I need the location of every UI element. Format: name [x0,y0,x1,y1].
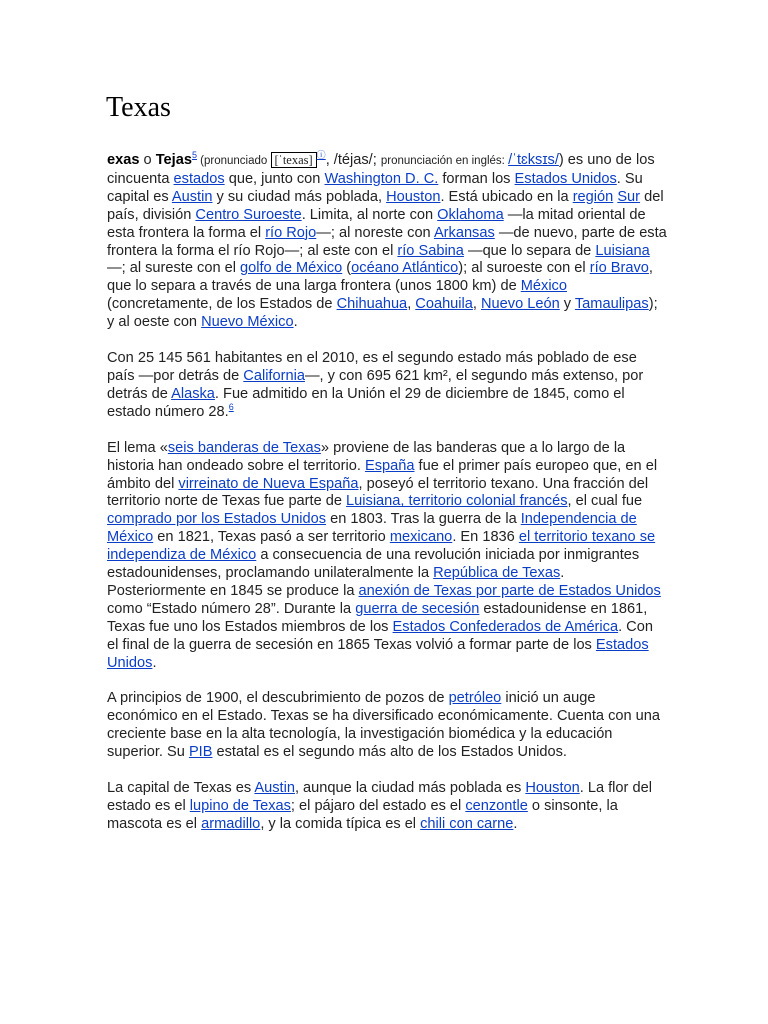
wiki-link[interactable]: virreinato de Nueva España [178,475,359,492]
reference-link[interactable]: 5 [191,150,197,161]
text-run: A principios de 1900, el descubrimiento de pozos de [107,690,449,707]
text-run: , /téjas/; [325,152,381,168]
wiki-link[interactable]: California [243,367,305,384]
wiki-link[interactable]: el territorio texano se independiza de México [107,529,656,564]
wiki-link[interactable]: Luisiana [595,242,650,259]
text-run: forman los [438,170,515,187]
text-run: estatal es el segundo más alto de los Estados Unidos. [212,744,567,761]
text-run: , el cual fue [567,493,643,510]
text-run: ) es uno de los cincuenta [107,152,655,187]
reference-superscript [229,402,234,412]
text-run: fue el primer país europeo que, en el ámbito del [107,457,658,492]
wiki-link[interactable]: República de Texas [433,565,561,582]
reference-link[interactable]: ⓘ [316,150,326,161]
text-run: —, y con 695 621 km², el segundo más extenso, por detrás de [107,367,644,402]
wiki-link[interactable]: Houston [525,780,580,797]
text-run: ( [342,260,352,277]
wiki-link[interactable]: Alaska [171,385,215,402]
wiki-link[interactable]: Nuevo León [481,296,560,313]
text-run: ; el pájaro del estado es el [290,798,466,814]
bold-term: exas [107,152,140,168]
text-run: . [293,314,298,331]
paragraph-economy [107,690,667,762]
wiki-link[interactable]: Luisiana, territorio colonial francés [346,493,568,510]
wiki-link[interactable]: Nuevo México [201,314,294,331]
text-run: ); y al oeste con [107,296,658,331]
wiki-link[interactable]: España [364,457,415,474]
wiki-link[interactable]: región [572,188,614,205]
wiki-link[interactable]: armadillo [201,815,261,832]
wiki-link[interactable]: río Rojo [265,224,317,241]
reference-superscript [317,150,326,160]
text-run: El lema « [107,439,168,456]
wiki-link[interactable]: estados [173,170,225,187]
wiki-link[interactable]: golfo de México [240,260,343,277]
text-run: —; al noreste con [316,224,434,241]
wiki-link[interactable]: Austin [254,780,295,797]
text-run: . [513,815,518,832]
text-run: , [407,296,416,313]
wiki-link[interactable]: Independencia de México [107,511,637,546]
wiki-link[interactable]: lupino de Texas [189,798,291,814]
text-run: . La flor del estado es el [107,780,652,814]
text-run: . Con el final de la guerra de secesión en 1865 Texas volvió a formar parte de los [107,618,653,653]
wiki-link[interactable]: guerra de secesión [355,600,480,617]
text-run: , [472,296,482,313]
text-run: . Posteriormente en 1845 se produce la [107,565,565,599]
wiki-link[interactable]: seis banderas de Texas [167,439,321,456]
text-run: (pronunciado [196,155,271,167]
text-run: como “Estado número 28”. Durante la [107,600,356,617]
text-run: estadounidense en 1861, Texas fue uno los Estados miembros de los [107,600,648,635]
text-run: , poseyó el territorio texano. Una fracción del territorio norte de Texas fue parte de [107,475,649,510]
wiki-link[interactable]: Estados Unidos [514,170,617,187]
text-run: y [559,296,575,313]
article-title: Texas [106,92,171,123]
wiki-link[interactable]: océano Atlántico [351,260,459,277]
text-run: . Fue admitido en la Unión el 29 de diciembre de 1845, como el estado número 28. [107,385,625,420]
wiki-link[interactable]: Estados Unidos [107,636,649,671]
text-run: » proviene de las banderas que a lo largo de la historia han ondeado sobre el territorio. [107,439,626,474]
wiki-link[interactable]: /ˈtɛksɪs/ [508,152,559,168]
text-run: a consecuencia de una revolución iniciada por inmigrantes estadounidenses, proclamando unilateralmente la [107,547,640,582]
wiki-link[interactable]: río Sabina [397,242,464,259]
text-run: ); al suroeste con el [458,260,590,277]
ipa-pronunciation: [ˈtexas] [271,152,317,168]
paragraph-intro [107,152,667,332]
text-run: . Limita, al norte con [301,206,438,223]
text-run: —de nuevo, parte de esta frontera la forma el río Rojo—; al este con el [107,224,667,259]
text-run: del país, división [107,188,664,223]
wiki-link[interactable]: Coahuila [415,296,473,313]
text-run: en 1821, Texas pasó a ser territorio [153,529,390,546]
wiki-link[interactable]: Sur [617,188,641,205]
text-run: o sinsonte, la mascota es el [107,798,618,832]
wiki-link[interactable]: comprado por los Estados Unidos [107,511,327,528]
wiki-link[interactable]: Chihuahua [336,296,408,313]
text-run: o [139,152,156,168]
text-run: inició un auge económico en el Estado. Texas se ha diversificado económicamente. Cuenta con una creciente base en la alta tecnología, la investigación biomédica y la educación superior. Su [107,690,661,761]
paragraph-population [107,350,667,422]
text-run: . En 1836 [452,529,519,546]
wiki-link[interactable]: Centro Suroeste [195,206,302,223]
wiki-link[interactable]: PIB [188,744,213,761]
wiki-link[interactable]: Oklahoma [437,206,504,223]
text-run: Con 25 145 561 habitantes en el 2010, es el segundo estado más poblado de ese país —por detrás de [107,350,637,384]
text-run: y su ciudad más poblada, [212,188,387,205]
wiki-link[interactable]: anexión de Texas por parte de Estados Unidos [358,582,661,599]
text-run: —que lo separa de [463,242,596,259]
paragraph-symbols [107,780,667,834]
text-run: que, junto con [224,170,325,187]
text-run: (concretamente, de los Estados de [107,296,337,313]
wiki-link[interactable]: Estados Confederados de América [392,618,619,635]
text-run: pronunciación en inglés: [380,155,509,167]
wiki-link[interactable]: cenzontle [465,798,528,814]
wiki-link[interactable]: México [520,278,567,295]
wiki-link[interactable]: chili con carne [420,815,514,832]
wiki-link[interactable]: petróleo [448,690,502,707]
text-run: en 1803. Tras la guerra de la [326,511,521,528]
wiki-link[interactable]: Austin [171,188,213,205]
wiki-link[interactable]: Tamaulipas [574,296,649,313]
wiki-link[interactable]: Arkansas [433,224,495,241]
text-run: . Su capital es [107,170,643,205]
wiki-link[interactable]: río Bravo [589,260,649,277]
article-body [107,152,667,852]
wiki-link[interactable]: Houston [386,188,441,205]
text-run: , y la comida típica es el [260,815,421,832]
text-run: . [152,654,157,671]
text-run: , que lo separa a través de una larga frontera (unos 1800 km) de [107,260,653,295]
text-run: , aunque la ciudad más poblada es [294,780,526,797]
wiki-link[interactable]: Washington D. C. [324,170,439,187]
text-run: —la mitad oriental de esta frontera la forma el [107,206,646,241]
bold-term: Tejas [155,152,192,168]
reference-link[interactable]: 6 [228,401,234,412]
text-run: —; al sureste con el [107,260,241,277]
text-run: . Está ubicado en la [440,188,573,205]
paragraph-history [107,440,667,673]
wiki-link[interactable]: mexicano [389,529,453,546]
text-run: La capital de Texas es [107,780,255,797]
